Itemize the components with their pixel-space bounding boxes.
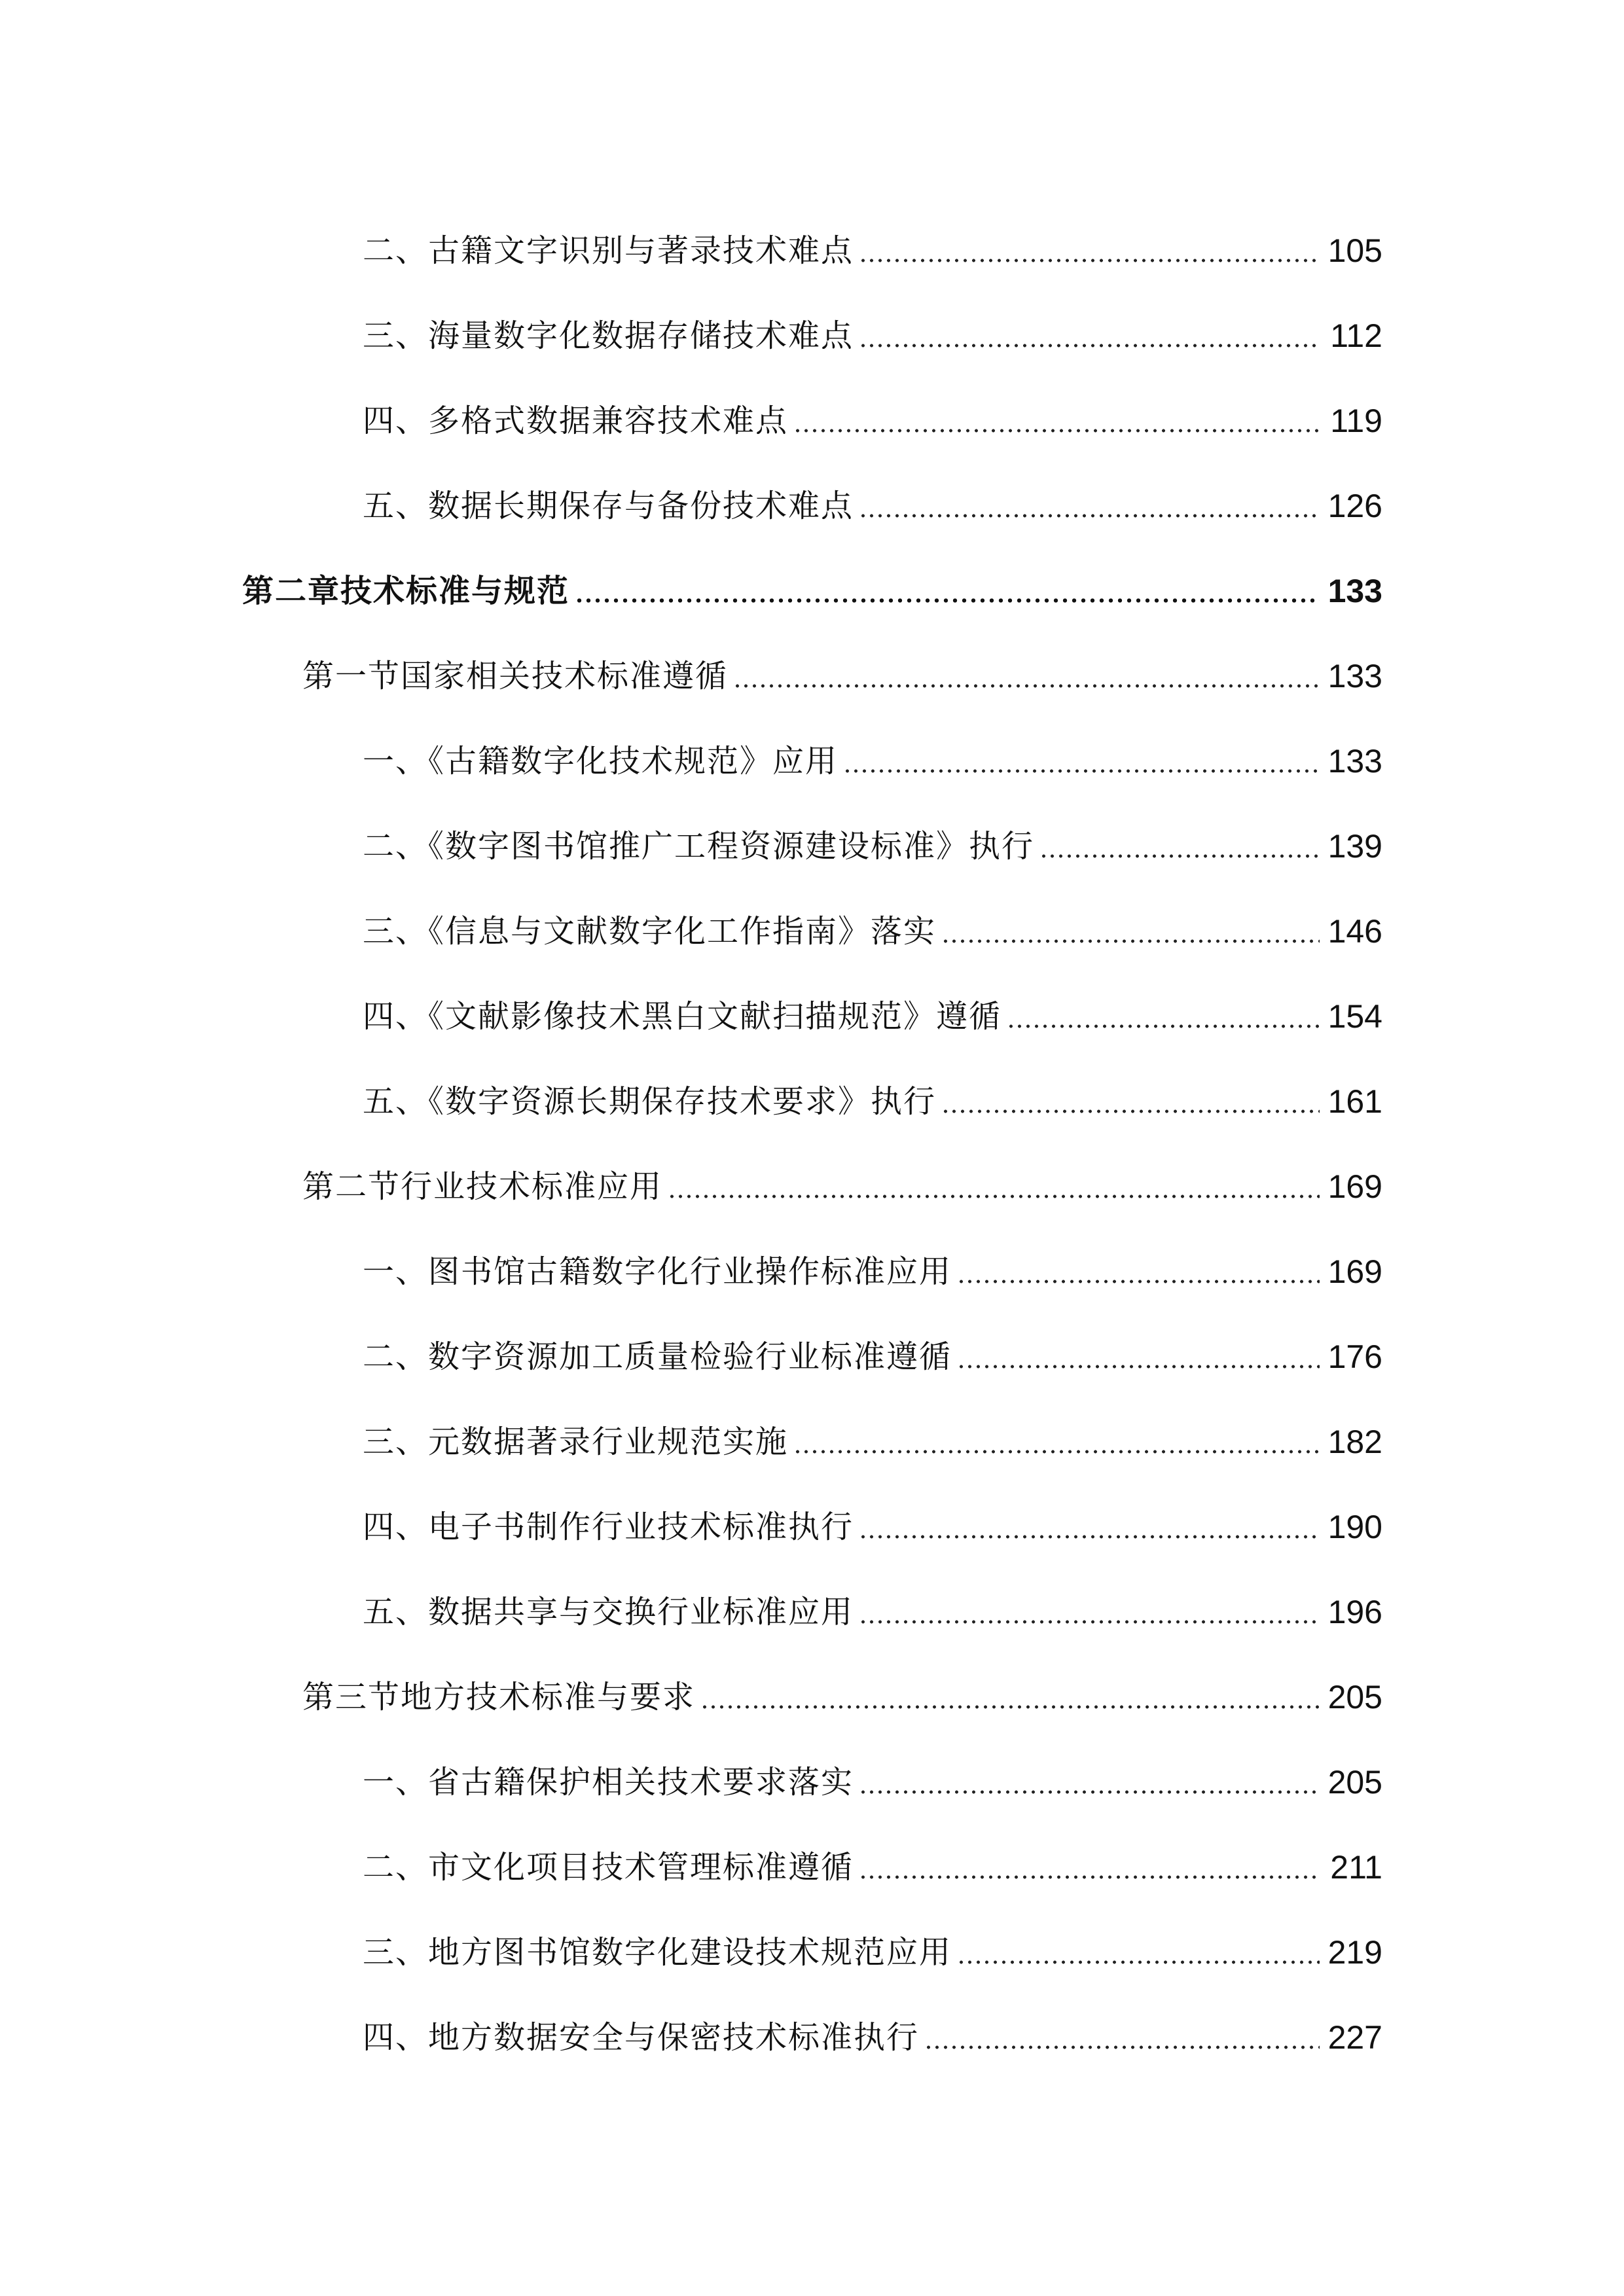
toc-entry[interactable]	[242, 1484, 1382, 1570]
dot-leader	[793, 405, 1320, 437]
toc-entry-page: 169	[1327, 1253, 1382, 1290]
toc-section-entry[interactable]	[242, 1655, 1382, 1740]
dot-leader	[733, 660, 1320, 692]
dot-leader	[859, 1767, 1320, 1798]
dot-leader	[957, 1256, 1320, 1287]
toc-entry-page: 205	[1327, 1679, 1382, 1715]
toc-entry[interactable]	[242, 1059, 1382, 1144]
toc-entry-title: 四、地方数据安全与保密技术标准执行	[363, 2019, 920, 2056]
toc-entry-title: 四、电子书制作行业技术标准执行	[363, 1509, 854, 1545]
dot-leader	[957, 1937, 1320, 1968]
toc-entry-title: 二、市文化项目技术管理标准遵循	[363, 1849, 854, 1886]
dot-leader	[941, 916, 1320, 947]
toc-entry-page: 133	[1327, 658, 1382, 694]
toc-entry-title: 二、《数字图书馆推广工程资源建设标准》执行	[363, 828, 1035, 865]
toc-entry[interactable]	[242, 1995, 1382, 2080]
toc-entry[interactable]	[242, 1314, 1382, 1399]
toc-entry-title: 第一节国家相关技术标准遵循	[302, 658, 729, 694]
toc-entry-title: 一、《古籍数字化技术规范》应用	[363, 743, 839, 780]
toc-entry-page: 176	[1327, 1338, 1382, 1375]
toc-entry-page: 219	[1327, 1934, 1382, 1971]
toc-entry-title: 第二章技术标准与规范	[242, 573, 570, 609]
dot-leader	[668, 1171, 1320, 1202]
toc-entry[interactable]	[242, 719, 1382, 804]
dot-leader	[859, 1511, 1320, 1543]
toc-entry-page: 146	[1327, 913, 1382, 950]
toc-section-entry[interactable]	[242, 634, 1382, 719]
toc-entry-title: 一、省古籍保护相关技术要求落实	[363, 1764, 854, 1801]
toc-entry[interactable]	[242, 1229, 1382, 1314]
toc-entry-title: 第二节行业技术标准应用	[302, 1168, 663, 1205]
toc-entry-page: 119	[1330, 403, 1382, 439]
dot-leader	[859, 235, 1320, 266]
toc-entry[interactable]	[242, 378, 1382, 463]
toc-section-entry[interactable]	[242, 1144, 1382, 1229]
toc-entry[interactable]	[242, 1570, 1382, 1655]
toc-entry-title: 三、地方图书馆数字化建设技术规范应用	[363, 1934, 952, 1971]
toc-entry-page: 211	[1330, 1849, 1382, 1886]
toc-entry-title: 五、数据共享与交换行业标准应用	[363, 1594, 854, 1630]
toc-entry[interactable]	[242, 293, 1382, 378]
toc-entry-page: 112	[1330, 317, 1382, 354]
toc-entry-title: 五、《数字资源长期保存技术要求》执行	[363, 1083, 937, 1120]
toc-entry[interactable]	[242, 1825, 1382, 1910]
dot-leader	[1007, 1001, 1320, 1032]
toc-entry[interactable]	[242, 804, 1382, 889]
toc-entry-title: 四、《文献影像技术黑白文献扫描规范》遵循	[363, 998, 1002, 1035]
toc-entry[interactable]	[242, 889, 1382, 974]
toc-entry-page: 154	[1327, 998, 1382, 1035]
toc-chapter-entry[interactable]	[242, 548, 1382, 634]
toc-entry-page: 227	[1327, 2019, 1382, 2056]
toc-entry-title: 五、数据长期保存与备份技术难点	[363, 488, 854, 524]
toc-entry-page: 169	[1327, 1168, 1382, 1205]
toc-entry-page: 133	[1327, 573, 1382, 609]
toc-entry[interactable]	[242, 1399, 1382, 1484]
toc-entry-title: 三、海量数字化数据存储技术难点	[363, 317, 854, 354]
toc-entry-page: 139	[1327, 828, 1382, 865]
dot-leader	[859, 1596, 1320, 1628]
table-of-contents	[242, 208, 1382, 2080]
dot-leader	[957, 1341, 1320, 1372]
dot-leader	[859, 320, 1320, 351]
dot-leader	[700, 1681, 1320, 1713]
toc-entry-title: 一、图书馆古籍数字化行业操作标准应用	[363, 1253, 952, 1290]
toc-entry[interactable]	[242, 463, 1382, 548]
toc-entry-page: 182	[1327, 1424, 1382, 1460]
toc-entry-page: 105	[1327, 232, 1382, 269]
dot-leader	[924, 2022, 1320, 2053]
toc-entry[interactable]	[242, 974, 1382, 1059]
dot-leader	[843, 745, 1320, 777]
toc-entry[interactable]	[242, 1740, 1382, 1825]
toc-entry-title: 二、古籍文字识别与著录技术难点	[363, 232, 854, 269]
toc-entry-title: 四、多格式数据兼容技术难点	[363, 403, 789, 439]
toc-entry-title: 三、《信息与文献数字化工作指南》落实	[363, 913, 937, 950]
toc-entry-title: 第三节地方技术标准与要求	[302, 1679, 696, 1715]
toc-entry-title: 三、元数据著录行业规范实施	[363, 1424, 789, 1460]
dot-leader	[859, 1852, 1320, 1883]
dot-leader	[575, 575, 1320, 607]
toc-entry[interactable]	[242, 208, 1382, 293]
toc-entry-page: 126	[1327, 488, 1382, 524]
dot-leader	[941, 1086, 1320, 1117]
toc-entry[interactable]	[242, 1910, 1382, 1995]
dot-leader	[859, 490, 1320, 522]
toc-entry-page: 190	[1327, 1509, 1382, 1545]
toc-entry-page: 133	[1327, 743, 1382, 780]
dot-leader	[793, 1426, 1320, 1458]
dot-leader	[1039, 831, 1320, 862]
toc-entry-page: 205	[1327, 1764, 1382, 1801]
toc-entry-title: 二、数字资源加工质量检验行业标准遵循	[363, 1338, 952, 1375]
toc-entry-page: 161	[1327, 1083, 1382, 1120]
toc-entry-page: 196	[1327, 1594, 1382, 1630]
